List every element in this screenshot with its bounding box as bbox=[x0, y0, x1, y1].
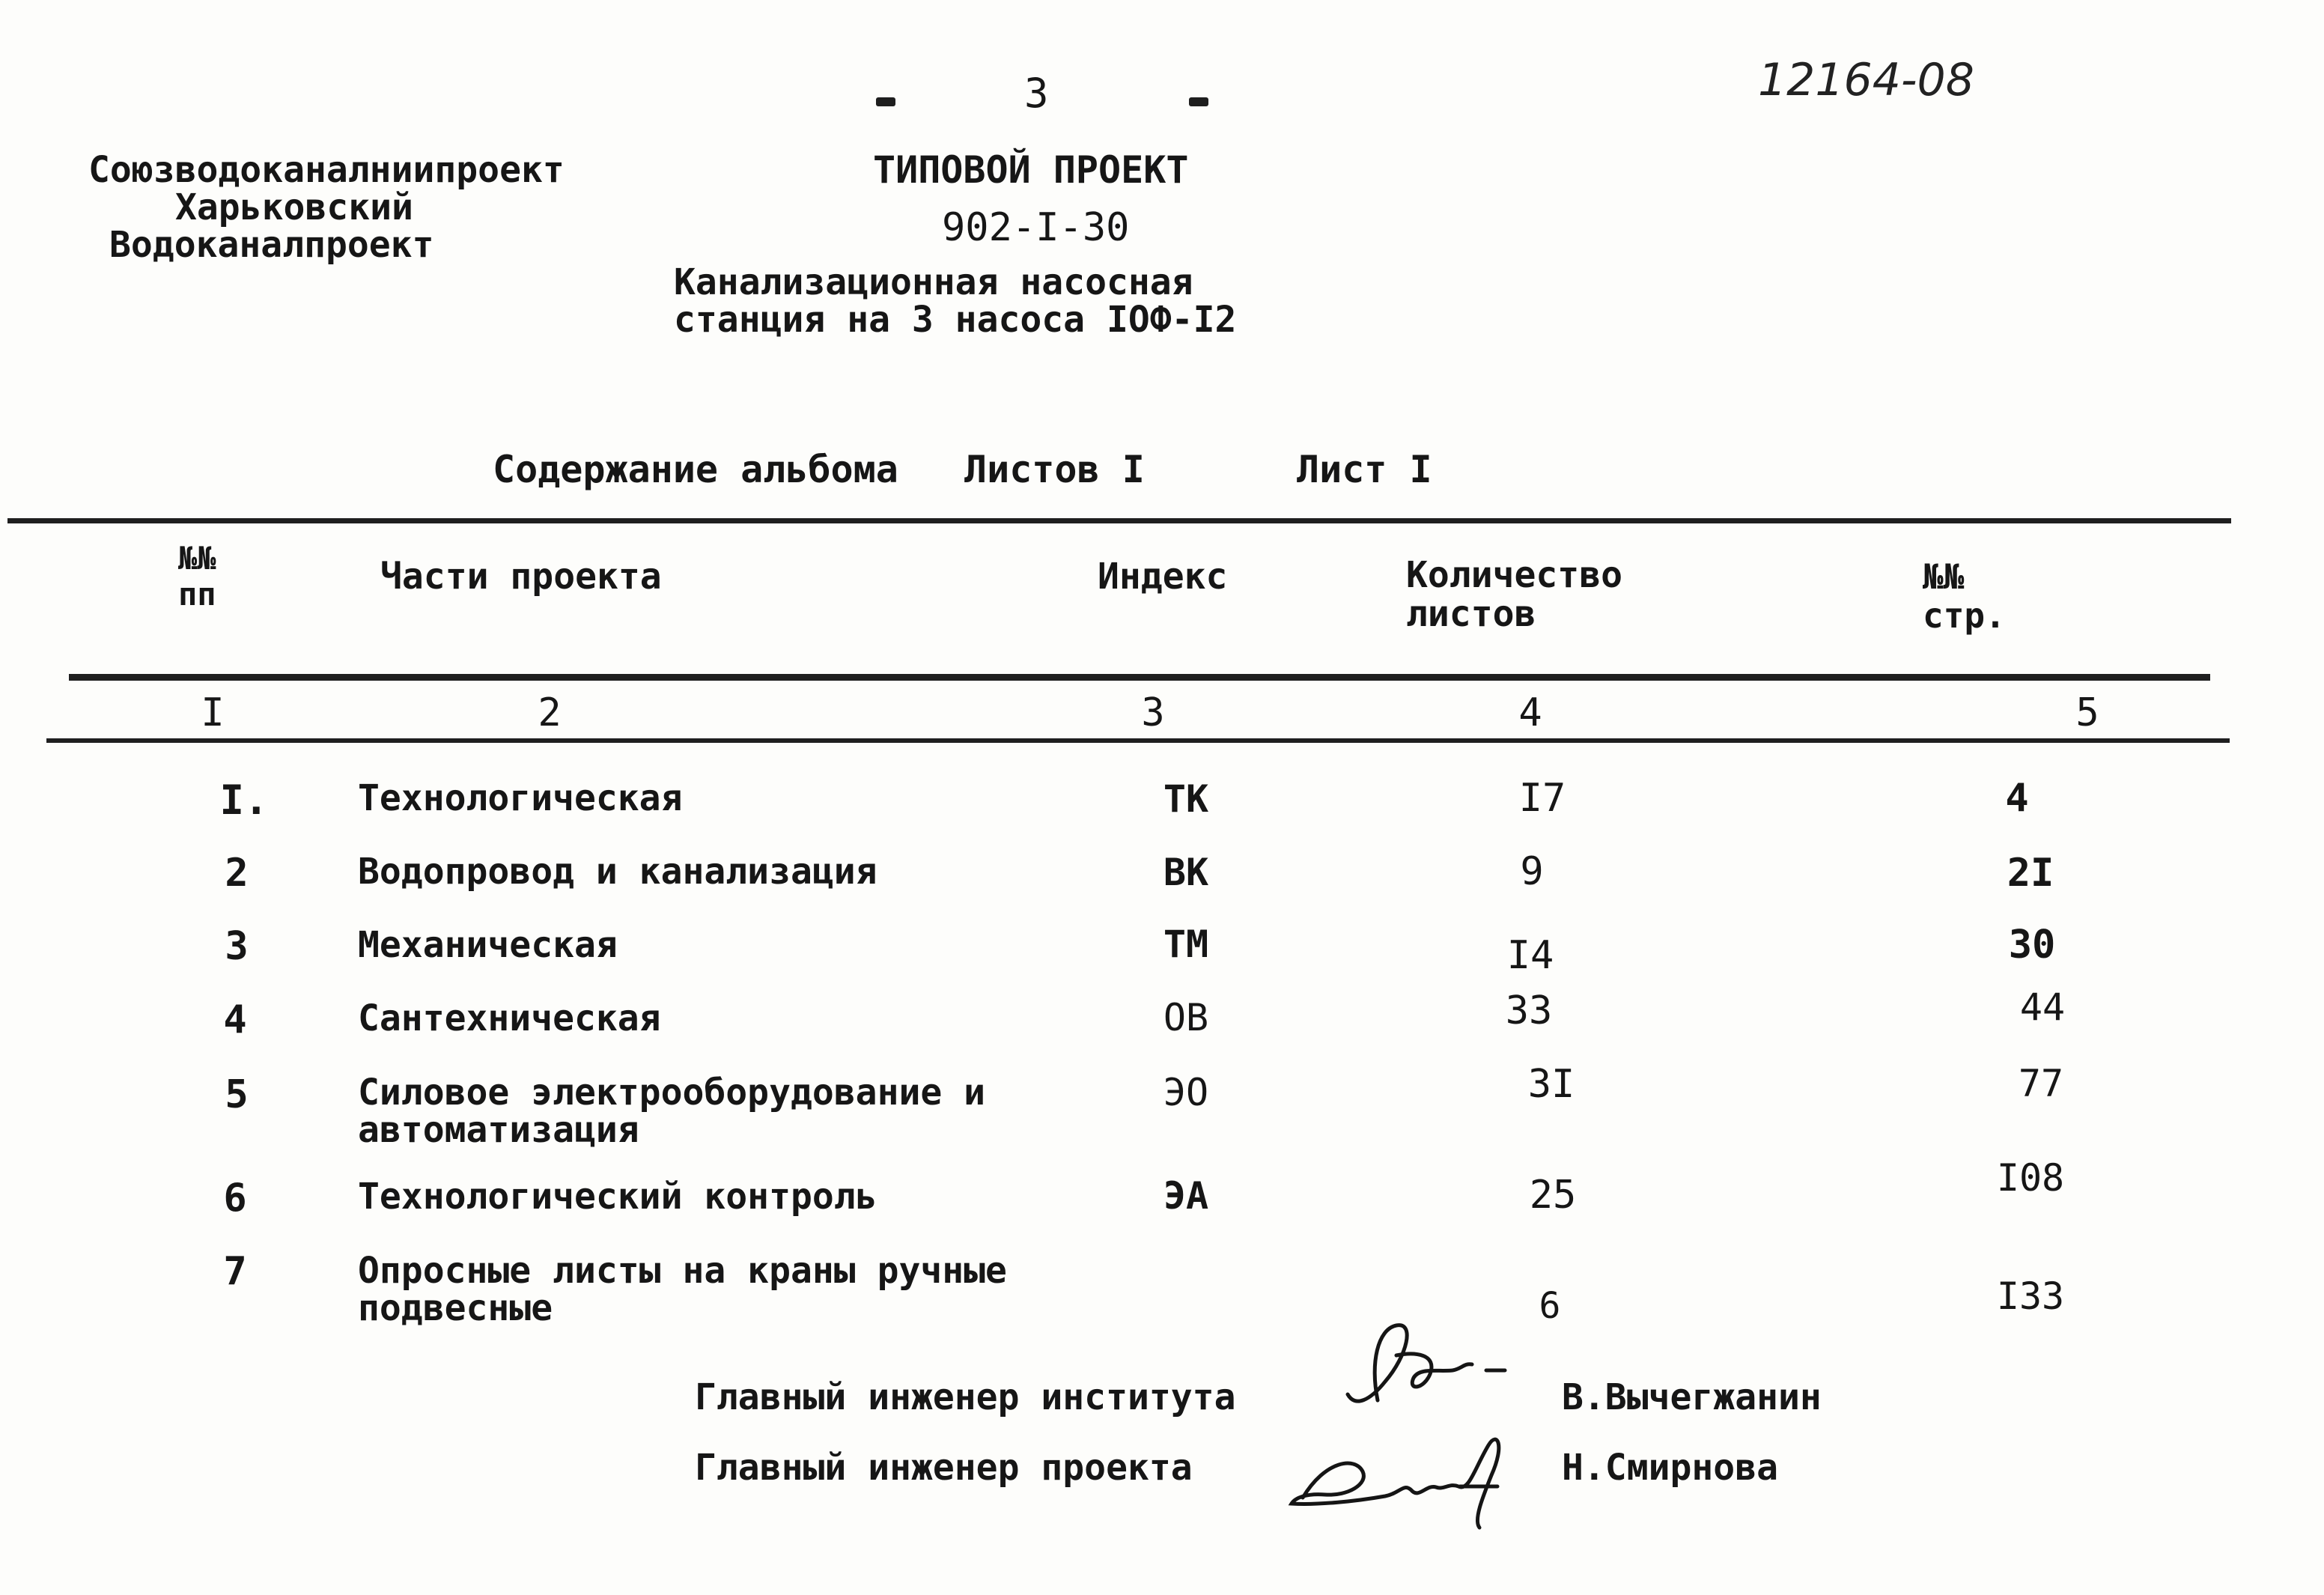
row-part bbox=[358, 1074, 985, 1149]
project-name-line-2: станция на 3 насоса IОФ-I2 bbox=[674, 299, 1237, 341]
header-col-4 bbox=[1406, 556, 1622, 634]
row-sheets: 6 bbox=[1539, 1285, 1561, 1327]
row-sheets: 9 bbox=[1520, 849, 1544, 894]
row-part-line-2: подвесные bbox=[358, 1287, 553, 1329]
header-col-4-line-1: Количество bbox=[1406, 554, 1622, 596]
row-page: 2I bbox=[2007, 851, 2054, 896]
table-top-rule bbox=[7, 518, 2231, 523]
header-col-3: Индекс bbox=[1098, 556, 1228, 598]
row-sheets: 25 bbox=[1529, 1173, 1577, 1218]
project-code: 902-I-30 bbox=[942, 205, 1130, 250]
row-part-line-1: Опросные листы на краны ручные bbox=[358, 1250, 1007, 1292]
row-page: I08 bbox=[1996, 1156, 2065, 1200]
row-part-line-1: Силовое электрооборудование и bbox=[358, 1072, 986, 1114]
row-index: ВК bbox=[1163, 851, 1209, 894]
column-number-5: 5 bbox=[2075, 690, 2099, 735]
row-page: 44 bbox=[2019, 985, 2066, 1029]
handwritten-signature-1 bbox=[1325, 1310, 1527, 1430]
signature-name-2: Н.Смирнова bbox=[1562, 1447, 1778, 1489]
organization-line-3: Водоканалпроект bbox=[109, 224, 434, 266]
doc-number: 12164-08 bbox=[1758, 54, 1974, 106]
row-part: Водопровод и канализация bbox=[358, 851, 877, 893]
row-number: 7 bbox=[223, 1249, 247, 1294]
organization-line-2: Харьковский bbox=[175, 186, 413, 228]
row-number: 5 bbox=[225, 1072, 249, 1117]
row-index: ОВ bbox=[1163, 996, 1209, 1039]
row-sheets: I7 bbox=[1518, 776, 1566, 821]
row-part: Технологическая bbox=[358, 777, 683, 819]
header-dash-right bbox=[1189, 97, 1208, 106]
header-col-5-line-2: стр. bbox=[1923, 595, 2006, 636]
sheet-number: Лист I bbox=[1297, 448, 1432, 491]
header-col-4-line-2: листов bbox=[1406, 593, 1536, 635]
row-part: Технологический контроль bbox=[358, 1176, 877, 1218]
header-col-1-line-1: №№ bbox=[178, 540, 216, 577]
organization-block bbox=[88, 151, 565, 264]
column-number-4: 4 bbox=[1518, 690, 1542, 735]
row-page: 30 bbox=[2008, 923, 2056, 967]
row-number: 3 bbox=[225, 924, 249, 969]
row-index: ТМ bbox=[1163, 923, 1209, 966]
column-number-1: I bbox=[201, 690, 225, 735]
row-number: 4 bbox=[223, 997, 247, 1042]
row-part bbox=[358, 1252, 1007, 1327]
page-number: 3 bbox=[1024, 70, 1049, 117]
row-part-line-2: автоматизация bbox=[358, 1109, 639, 1151]
header-col-5 bbox=[1923, 557, 2006, 635]
column-numbers-rule bbox=[46, 738, 2230, 743]
row-sheets: I4 bbox=[1506, 933, 1554, 978]
row-part: Сантехническая bbox=[358, 997, 661, 1039]
signature-name-1: В.Вычегжанин bbox=[1562, 1376, 1822, 1418]
column-number-2: 2 bbox=[538, 690, 562, 735]
project-name bbox=[674, 261, 1237, 341]
sheets-total: Листов I bbox=[964, 448, 1145, 491]
row-page: 4 bbox=[2005, 776, 2029, 821]
row-sheets: 3I bbox=[1527, 1062, 1575, 1107]
row-index: ЭА bbox=[1163, 1174, 1209, 1218]
row-index: ТК bbox=[1163, 777, 1209, 821]
header-col-2: Части проекта bbox=[380, 556, 662, 598]
project-type: ТИПОВОЙ ПРОЕКТ bbox=[873, 148, 1189, 192]
header-col-5-line-1: №№ bbox=[1923, 556, 1965, 597]
row-number: 2 bbox=[225, 851, 249, 896]
row-page: I33 bbox=[1996, 1275, 2065, 1318]
row-index: ЭО bbox=[1163, 1071, 1209, 1114]
row-number: 6 bbox=[223, 1176, 247, 1221]
header-col-1 bbox=[178, 541, 216, 613]
header-col-1-line-2: пп bbox=[178, 576, 216, 613]
handwritten-signature-2 bbox=[1273, 1415, 1527, 1535]
album-title: Содержание альбома bbox=[493, 448, 898, 491]
organization-line-1: Союзводоканалниипроект bbox=[88, 149, 565, 191]
project-name-line-1: Канализационная насосная bbox=[674, 261, 1193, 303]
row-number: I. bbox=[219, 777, 269, 824]
header-bottom-rule bbox=[69, 674, 2210, 681]
signature-role-2: Главный инженер проекта bbox=[695, 1447, 1193, 1489]
header-dash-left bbox=[876, 97, 895, 106]
row-page: 77 bbox=[2018, 1062, 2064, 1105]
signature-role-1: Главный инженер института bbox=[695, 1376, 1236, 1418]
row-part: Механическая bbox=[358, 924, 618, 966]
row-sheets: 33 bbox=[1505, 988, 1553, 1033]
column-number-3: 3 bbox=[1141, 690, 1165, 735]
